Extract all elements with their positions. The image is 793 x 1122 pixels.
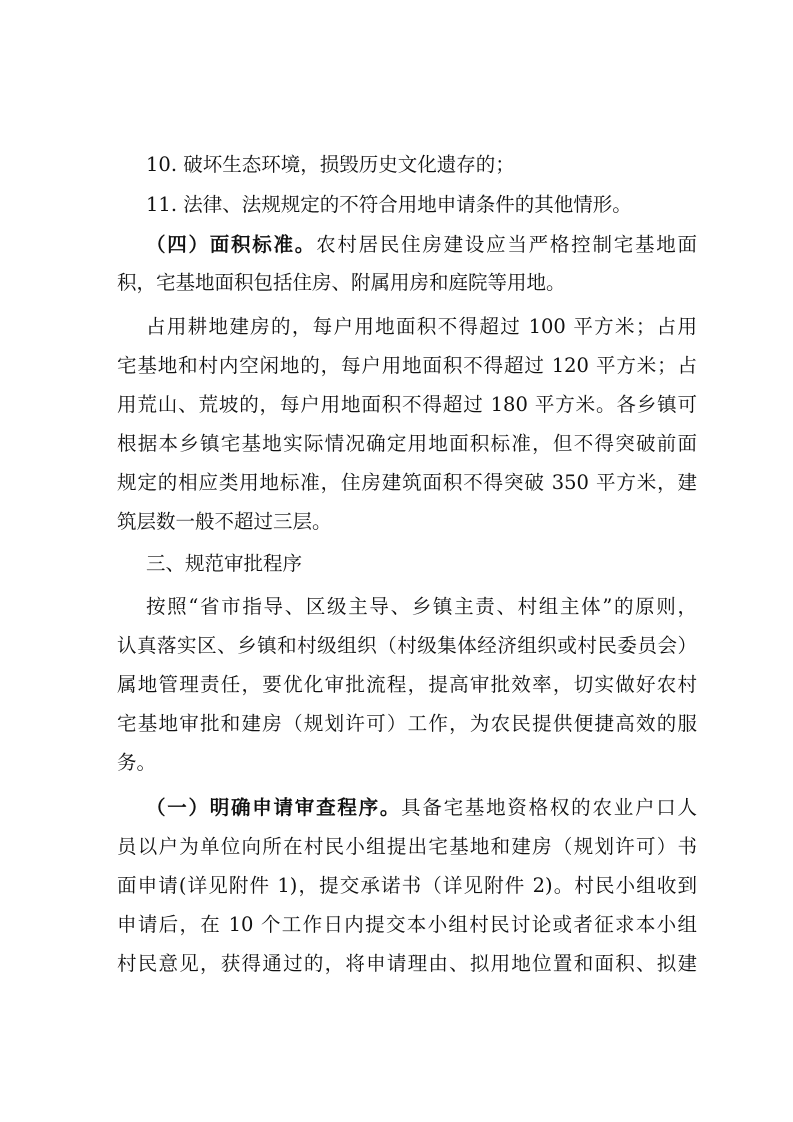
paragraph-area-limit-line-4: 根据本乡镇宅基地实际情况确定用地面积标准，但不得突破前面	[117, 432, 697, 455]
paragraph-area-limit-line-5: 规定的相应类用地标准，住房建筑面积不得突破 350 平方米，建	[117, 471, 697, 494]
area-standard-heading: （四）面积标准。	[146, 233, 317, 256]
paragraph-principles-line-4: 宅基地审批和建房（规划许可）工作，为农民提供便捷高效的服	[117, 712, 697, 735]
paragraph-review-procedure-line-2: 员以户为单位向所在村民小组提出宅基地和建房（规划许可）书	[117, 835, 697, 858]
paragraph-area-limit-line-3: 用荒山、荒坡的，每户用地面积不得超过 180 平方米。各乡镇可	[117, 393, 697, 416]
paragraph-area-standard-line-2: 积，宅基地面积包括住房、附属用房和庭院等用地。	[117, 271, 566, 294]
paragraph-item-11: 11. 法律、法规规定的不符合用地申请条件的其他情形。	[146, 193, 632, 216]
review-procedure-heading: （一）明确申请审查程序。	[146, 796, 402, 819]
review-procedure-text: 具备宅基地资格权的农业户口人	[401, 796, 697, 819]
paragraph-area-limit-line-1: 占用耕地建房的，每户用地面积不得超过 100 平方米；占用	[146, 315, 697, 338]
paragraph-area-limit-line-2: 宅基地和村内空闲地的，每户用地面积不得超过 120 平方米；占	[117, 354, 697, 377]
area-standard-text: 农村居民住房建设应当严格控制宅基地面	[316, 233, 697, 256]
paragraph-principles-line-5: 务。	[117, 751, 157, 774]
paragraph-principles-line-3: 属地管理责任，要优化审批流程，提高审批效率，切实做好农村	[117, 673, 697, 696]
paragraph-review-procedure-line-5: 村民意见，获得通过的，将申请理由、拟用地位置和面积、拟建	[117, 952, 697, 975]
paragraph-review-procedure-line-3: 面申请(详见附件 1)，提交承诺书（详见附件 2)。村民小组收到	[117, 874, 697, 897]
paragraph-review-procedure-line-4: 申请后，在 10 个工作日内提交本小组村民讨论或者征求本小组	[117, 913, 697, 936]
paragraph-principles-line-2: 认真落实区、乡镇和村级组织（村级集体经济组织或村民委员会）	[117, 634, 697, 657]
section-heading-approval-procedure: 三、规范审批程序	[146, 552, 303, 575]
paragraph-review-procedure-line-1	[146, 795, 697, 821]
paragraph-principles-line-1: 按照“省市指导、区级主导、乡镇主责、村组主体”的原则，	[146, 595, 697, 618]
paragraph-item-10: 10. 破坏生态环境，损毁历史文化遗存的；	[146, 153, 515, 176]
paragraph-area-standard-line-1	[146, 232, 697, 258]
paragraph-area-limit-line-6: 筑层数一般不超过三层。	[117, 510, 332, 533]
